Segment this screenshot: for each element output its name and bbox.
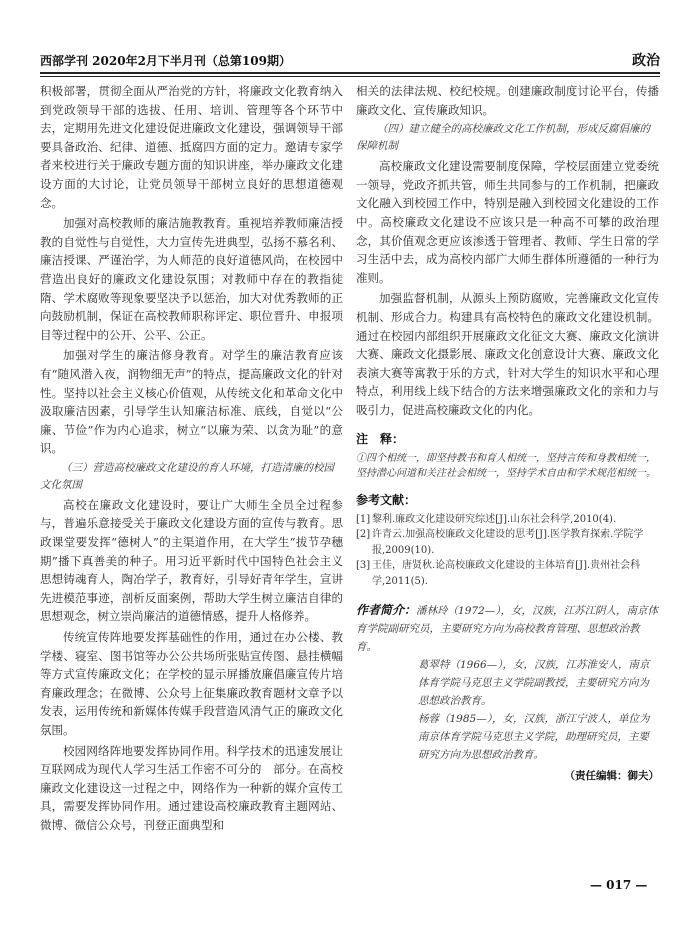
reference-text: 黎利.廉政文化建设研究综述[J].山东社会科学,2010(4). bbox=[372, 513, 617, 525]
notes-title: 注 释： bbox=[356, 431, 405, 446]
note-item: ①四个相统一，即坚持教书和育人相统一，坚持言传和身教相统一，坚持潜心问道和关注社会相统一，坚持学术自由和学术规范相统一。 bbox=[356, 452, 656, 479]
section-subheading: （四）建立健全的高校廉政文化工作机制，形成反腐倡廉的保障机制 bbox=[356, 123, 650, 153]
body-paragraph: 相关的法律法规、校纪校规。创建廉政制度讨论平台，传播廉政文化、宣传廉政知识。 bbox=[356, 84, 659, 117]
page-number: — 017 — bbox=[590, 878, 648, 892]
references-list bbox=[356, 512, 659, 590]
body-paragraph: 加强监督机制，从源头上预防腐败，完善廉政文化宣传机制、形成合力。构建具有高校特色的廉政文化建设机制。通过在校园内部组织开展廉政文化征文大赛、廉政文化演讲大赛、廉政文化摄影展、廉政文化创意设计大赛、廉政文化表演大赛等寓教于乐的方式，针对大学生的知识水平和心理特点，利用线上线下结合的方法来增强廉政文化的亲和力与吸引力，促进高校廉政文化的内化。 bbox=[356, 291, 659, 417]
reference-item bbox=[356, 512, 659, 528]
header-rule bbox=[40, 72, 660, 74]
body-paragraph: 传统宣传阵地要发挥基础性的作用，通过在办公楼、教学楼、寝室、图书馆等办公公共场所张贴宣传图、悬挂横幅等方式宣传廉政文化；在学校的显示屏播放廉倡廉宣传片培育廉政理念；在微博、公众号上征集廉政教育题材文章予以发表，运用传统和新媒体传媒手段营造风清气正的廉政文化氛围。 bbox=[40, 630, 343, 737]
references-title: 参考文献： bbox=[356, 492, 417, 507]
header-rule-thin bbox=[40, 76, 660, 77]
body-paragraph: 高校在廉政文化建设时，要让广大师生全员全过程参与，普遍乐意接受关于廉政文化建设方面的宣传与教育。思政课堂要发挥“德树人”的主渠道作用，在大学生“拔节孕穗期”播下真善美的种子。用习近平新时代中国特色社会主义思想铸魂育人，陶冶学子，教育好，引导好青年学生，宣讲先进模范事迹，剖析反面案例，帮助大学生树立廉洁自律的思想观念，树立崇尚廉洁的道德情感，提升人格修养。 bbox=[40, 497, 343, 624]
reference-text: 许青云.加强高校廉政文化建设的思考[J].医学教育探索.学院学报,2009(10). bbox=[372, 529, 644, 556]
body-paragraph: 积极部署，贯彻全面从严治党的方针，将廉政文化教育纳入到党政领导干部的选拔、任用、培训、管理等各个环节中去，定期用先进文化建设促进廉政文化建设，强调领导干部要具备政治、纪律、道德、抵腐四方面的定力。邀请专家学者来校进行关于廉政专题方面的知识讲座，举办廉政文化建设方面的大讨论，让党员领导干部树立良好的思想道德观念。 bbox=[40, 84, 343, 210]
author-text: 葛翠特（1966—），女，汉族，江苏淮安人，南京体育学院马克思主义学院副教授，主要研究方向为思想政治教育。 bbox=[418, 659, 650, 707]
body-paragraph: 加强对学生的廉洁修身教育。对学生的廉洁教育应该有“随风潜入夜，润物细无声”的特点，提高廉政文化的针对性。坚持以社会主义核心价值观，从传统文化和革命文化中汲取廉洁因素，引导学生认知廉洁标准、底线，自觉以“公廉、节俭”作为内心追求，树立“以廉为荣、以贪为耻”的意识。 bbox=[40, 348, 343, 456]
page-header bbox=[40, 46, 660, 72]
notes-list bbox=[356, 451, 659, 481]
author-text: 杨蓉（1985—），女，汉族，浙江宁波人，单位为南京体育学院马克思主义学院，助理研究员，主要研究方向为思想政治教育。 bbox=[418, 713, 650, 761]
reference-text: 王佳，唐贤秋.论高校廉政文化建设的主体培育[J].贵州社会科学,2011(5). bbox=[372, 560, 641, 587]
reference-number: [1] bbox=[356, 513, 371, 525]
authors-label: 作者简介： bbox=[356, 603, 417, 617]
author-profile bbox=[356, 710, 659, 764]
reference-number: [2] bbox=[356, 529, 371, 540]
left-column bbox=[40, 82, 343, 837]
author-profiles bbox=[356, 601, 659, 764]
reference-number: [3] bbox=[356, 560, 371, 571]
right-column bbox=[356, 82, 659, 783]
section-subheading: （三）营造高校廉政文化建设的育人环境，打造清廉的校园文化氛围 bbox=[40, 461, 334, 491]
body-paragraph: 高校廉政文化建设需要制度保障，学校层面建立党委统一领导，党政齐抓共管，师生共同参与的工作机制，把廉政文化融入到校园工作中，特别是融入到校园文化建设的工作中。高校廉政文化建设不应该只是一种高不可攀的政治理念，其价值观念更应该渗透于管理者、教师、学生日常的学习生活中去，成为高校内部广大师生群体所遵循的一种行为准则。 bbox=[356, 159, 659, 285]
journal-title: 西部学刊 2020年2月下半月刊（总第109期） bbox=[40, 54, 291, 68]
section-label: 政治 bbox=[632, 53, 660, 69]
reference-item bbox=[356, 558, 659, 589]
author-profile bbox=[356, 601, 659, 656]
author-text: 潘林玲（1972—），女，汉族，江苏江阴人，南京体育学院副研究员，主要研究方向为高校教育管理、思想政治教育。 bbox=[356, 605, 658, 653]
right-body bbox=[356, 82, 659, 420]
author-profile bbox=[356, 656, 659, 710]
responsible-editor: （责任编辑：御夫） bbox=[564, 770, 659, 782]
reference-item bbox=[356, 527, 659, 558]
body-paragraph: 加强对高校教师的廉洁施教教育。重视培养教师廉洁授教的自觉性与自觉性，大力宣传先进典型，弘扬不慕名利、廉洁授课、严谨治学，为人师范的良好道德风尚，在校园中营造出良好的廉政文化建设氛围；对教师中存在的教指徒隋、学术腐败等现象要坚决予以惩治，加大对优秀教师的正向鼓励机制，保证在高校教师职称评定、职位晋升、申报项目等过程中的公开、公平、公正。 bbox=[40, 216, 343, 342]
body-paragraph: 校园网络阵地要发挥协同作用。科学技术的迅速发展让互联网成为现代人学习生活工作密不可分的 部分。在高校廉政文化建设这一过程之中，网络作为一种新的媒介宣传工具，需要发挥协同作用。通过建设高校廉政教育主题网站、微博、微信公众号，刊登正面典型和 bbox=[40, 743, 343, 832]
